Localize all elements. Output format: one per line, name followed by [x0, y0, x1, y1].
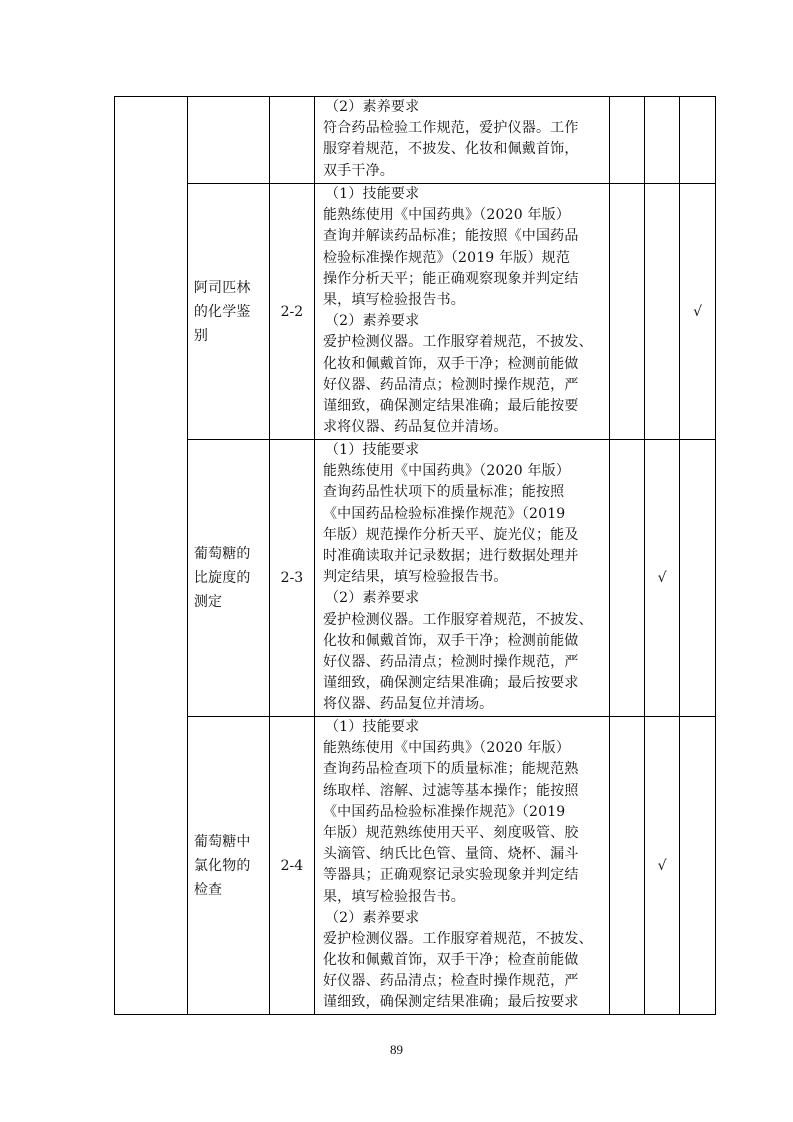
requirement-line: 查询并解读药品标准；能按照《中国药品	[322, 228, 579, 245]
table-row	[115, 184, 716, 440]
requirement-line: （1）技能要求	[324, 442, 420, 458]
requirement-line: （1）技能要求	[324, 186, 420, 202]
requirement-line: 化妆和佩戴首饰，双手干净；检测前能做	[322, 632, 579, 649]
course-content-table	[114, 96, 716, 1015]
requirements-cell	[314, 440, 609, 717]
requirement-line: 好仪器、药品清点；检测时操作规范，严	[322, 653, 579, 670]
task-name-line: 测定	[193, 594, 223, 610]
requirement-line: 爱护检测仪器。工作服穿着规范，不披发、	[322, 930, 593, 947]
table-row	[115, 440, 716, 717]
requirement-line: 查询药品性状项下的质量标准；能按照	[322, 484, 565, 501]
requirement-line: 操作分析天平；能正确观察现象并判定结	[322, 270, 579, 287]
requirement-line: 将仪器、药品复位并清场。	[322, 696, 494, 713]
check-cell	[610, 97, 645, 184]
task-name-cell	[187, 97, 269, 184]
requirement-line: 年版）规范熟练使用天平、刻度吸管、胶	[322, 824, 579, 841]
task-name-line: 阿司匹林	[193, 279, 251, 296]
task-name-cell	[187, 440, 269, 717]
requirement-line: 化妆和佩戴首饰，双手干净；检测前能做	[322, 355, 579, 372]
requirement-line: 能熟练使用《中国药典》（2020 年版）	[322, 207, 571, 224]
check-cell	[610, 184, 645, 440]
requirement-line: 头滴管、纳氏比色管、量筒、烧杯、漏斗	[322, 846, 579, 863]
table-row	[115, 717, 716, 1015]
requirement-line: 检验标准操作规范》（2019 年版）规范	[322, 249, 571, 266]
requirement-line: 查询药品检查项下的质量标准；能规范熟	[322, 761, 579, 778]
task-name-line: 葡萄糖的	[193, 546, 251, 562]
check-cell	[680, 97, 716, 184]
requirements-cell	[314, 717, 609, 1015]
check-cell	[680, 717, 716, 1015]
task-name-cell	[187, 184, 269, 440]
task-name-line: 比旋度的	[193, 570, 251, 586]
check-cell	[610, 440, 645, 717]
requirement-line: 谨细致，确保测定结果准确；最后能按要	[322, 397, 579, 414]
requirement-line: 《中国药品检验标准操作规范》（2019	[322, 803, 566, 820]
requirement-line: 果，填写检验报告书。	[322, 291, 465, 308]
task-code-cell: 2-4	[269, 717, 314, 1015]
check-cell	[680, 440, 716, 717]
task-code-cell	[269, 97, 314, 184]
table-row	[115, 97, 716, 184]
requirement-line: 等器具；正确观察记录实验现象并判定结	[322, 867, 579, 884]
check-cell	[645, 97, 680, 184]
requirement-line: 年版）规范操作分析天平、旋光仪；能及	[322, 526, 579, 543]
check-cell	[645, 184, 680, 440]
requirement-line: 能熟练使用《中国药典》（2020 年版）	[322, 740, 571, 757]
requirement-line: 时准确读取并记录数据；进行数据处理并	[322, 547, 579, 564]
requirement-line: 符合药品检验工作规范，爱护仪器。工作	[322, 120, 579, 137]
requirement-line: （2）素养要求	[324, 99, 420, 115]
requirement-line: 好仪器、药品清点；检查时操作规范，严	[322, 973, 579, 990]
requirement-line: 化妆和佩戴首饰，双手干净；检查前能做	[322, 952, 579, 969]
task-name-line: 别	[193, 327, 209, 344]
check-mark: √	[645, 440, 680, 717]
requirement-line: 能熟练使用《中国药典》（2020 年版）	[322, 463, 571, 480]
task-name-line: 葡萄糖中	[193, 833, 251, 850]
requirement-line: 《中国药品检验标准操作规范》（2019	[322, 505, 566, 522]
requirements-cell	[314, 97, 609, 184]
module-cell	[115, 97, 188, 1015]
page-number: 89	[390, 1042, 403, 1057]
requirement-line: （2）素养要求	[324, 590, 420, 607]
check-cell	[610, 717, 645, 1015]
task-name-line: 检查	[193, 881, 223, 898]
task-name-line: 氯化物的	[193, 857, 251, 874]
requirement-line: 服穿着规范，不披发、化妆和佩戴首饰，	[322, 141, 579, 158]
requirement-line: （1）技能要求	[324, 719, 420, 735]
task-name-cell	[187, 717, 269, 1015]
requirement-line: 双手干净。	[322, 162, 394, 179]
requirement-line: 谨细致，确保测定结果准确；最后按要求	[322, 675, 579, 692]
requirements-cell	[314, 184, 609, 440]
requirement-line: 练取样、溶解、过滤等基本操作；能按照	[322, 782, 579, 799]
requirement-line: 爱护检测仪器。工作服穿着规范，不披发、	[322, 611, 593, 628]
requirement-line: 判定结果，填写检验报告书。	[322, 569, 508, 586]
requirement-line: 果，填写检验报告书。	[322, 888, 465, 905]
task-code-cell: 2-3	[269, 440, 314, 717]
requirement-line: 谨细致，确保测定结果准确；最后按要求	[322, 994, 579, 1011]
requirement-line: 求将仪器、药品复位并清场。	[322, 419, 508, 436]
requirement-line: （2）素养要求	[324, 909, 420, 926]
task-name-line: 的化学鉴	[193, 303, 251, 320]
requirement-line: 爱护检测仪器。工作服穿着规范，不披发、	[322, 334, 593, 351]
check-mark: √	[680, 184, 716, 440]
requirement-line: （2）素养要求	[324, 313, 420, 330]
task-code-cell: 2-2	[269, 184, 314, 440]
requirement-line: 好仪器、药品清点；检测时操作规范，严	[322, 376, 579, 393]
check-mark: √	[645, 717, 680, 1015]
